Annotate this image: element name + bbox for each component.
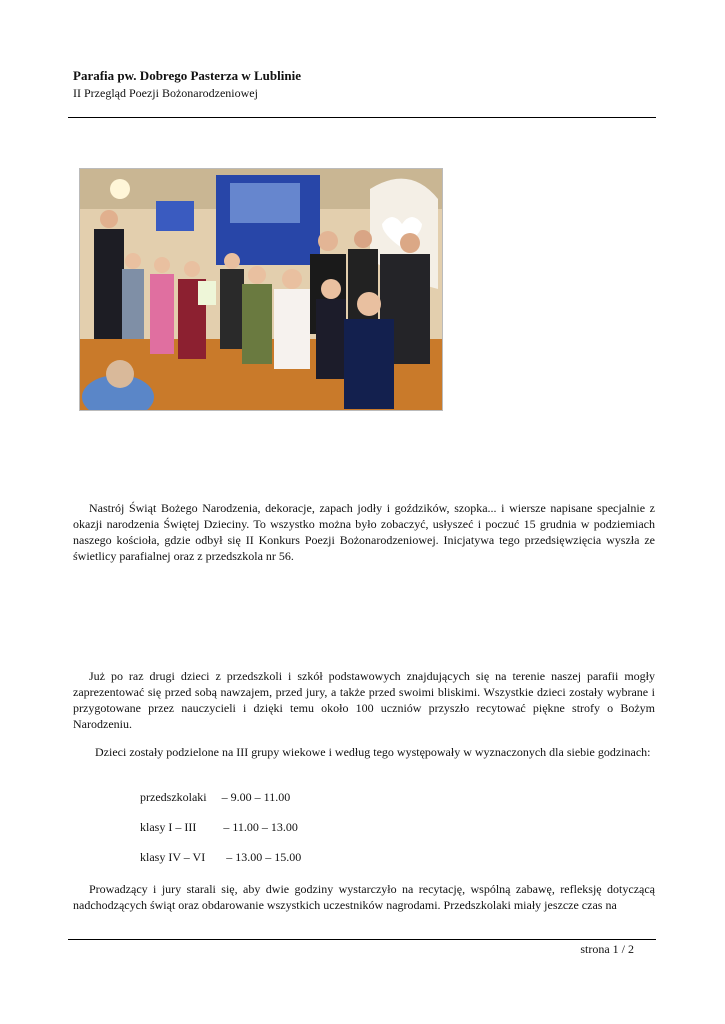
paragraph-participants	[73, 668, 655, 732]
schedule-row-grades-4-6: klasy IV – VI – 13.00 – 15.00	[140, 850, 302, 864]
document-subtitle: II Przegląd Poezji Bożonarodzeniowej	[73, 86, 258, 100]
paragraph-participants-text: Już po raz drugi dzieci z przedszkoli i szkół podstawowych znajdujących się na terenie naszej parafii mogły zaprezentować się przed sobą nawzajem, przed jury, a także przed swoimi bliskimi. Wszystkie dzieci zostały wybrane i przygotowane przez nauczycieli i dzięki temu około 100 uczniów przyszło recytować piękne strofy o Bożym Narodzeniu.	[73, 669, 655, 731]
paragraph-program	[73, 881, 655, 913]
schedule-row-preschool: przedszkolaki – 9.00 – 11.00	[140, 790, 291, 804]
paragraph-groups	[73, 744, 655, 760]
footer-divider	[68, 939, 656, 940]
paragraph-intro	[73, 500, 655, 564]
header-divider	[68, 117, 656, 118]
paragraph-program-text: Prowadzący i jury starali się, aby dwie godziny wystarczyło na recytację, wspólną zabawę, refleksję dotyczącą nadchodzących świąt oraz obdarowanie wszystkich uczestników nagrodami. Przedszkolaki miały jeszcze czas na	[73, 882, 655, 912]
document-title: Parafia pw. Dobrego Pasterza w Lublinie	[73, 68, 301, 83]
schedule-row-grades-1-3: klasy I – III – 11.00 – 13.00	[140, 820, 298, 834]
paragraph-groups-text: Dzieci zostały podzielone na III grupy wiekowe i według tego występowały w wyznaczonych dla siebie godzinach:	[95, 745, 651, 759]
group-photo-image	[79, 168, 443, 411]
page-number: strona 1 / 2	[580, 942, 634, 956]
paragraph-intro-text: Nastrój Świąt Bożego Narodzenia, dekoracje, zapach jodły i goździków, szopka... i wiersze napisane specjalnie z okazji narodzenia Świętej Dzieciny. To wszystko można było zobaczyć, usłyszeć i poczuć 15 grudnia w podziemiach naszego kościoła, gdzie odbył się II Konkurs Poezji Bożonarodzeniowej. Inicjatywa tego przedsięwzięcia wyszła ze świetlicy parafialnej oraz z przedszkola nr 56.	[73, 501, 655, 563]
